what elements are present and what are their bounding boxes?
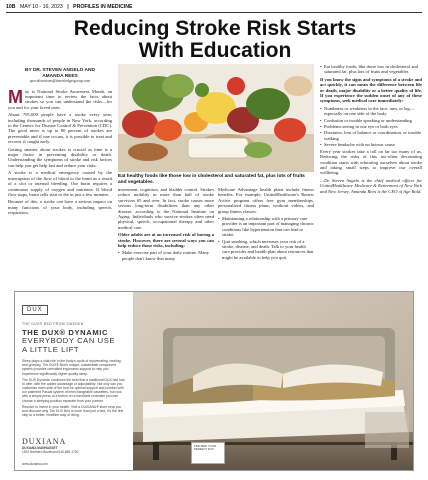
paragraph: Getting smarter about strokes is crucial as time is a major factor in preventing disability or death. Understanding the symptoms of stroke and risk factors can help you get help fast and reduce your risks. [8,146,112,168]
ad-body [22,359,126,417]
list-item: • Numbness or weakness in the face, arm, or leg—especially on one side of the body [320,106,422,117]
duxiana-logo: DUXIANA [22,437,67,446]
headline-line-2: With Education [138,39,292,62]
list-item: • Confusion or trouble speaking or understanding [320,118,422,123]
list-item: • Eat healthy foods, like those low in cholesterol and saturated fat, plus lots of fruits and vegetables [320,64,422,75]
list-item: • Make exercise part of your daily routine. Many people don't know that many [118,250,214,261]
drop-cap: M [8,86,23,107]
tips-list [118,250,214,261]
byline-email: specialsections@timesledgergroup.com [29,79,91,84]
ad-id: 2925139 [398,464,410,468]
header-separator: | [67,4,69,10]
promo-badge[interactable] [191,442,225,464]
ad-paragraph: Resolve to invest in your health. Visit a DUXIANA® store near you and discover why The DUX Bed is more than just a bed, it's the first step to a better, healthier way of living. [22,405,124,418]
article-photo [118,64,314,172]
ad-tagline: THE DUX® BED FROM SWEDEN [22,322,84,326]
byline [8,68,112,79]
paragraph: Medicare Advantage health plans include fitness benefits. For example, UnitedHealthcare's Renew Active program offers free gym memberships, personalized fitness plans, workout videos, and group fitness classes. [218,187,314,214]
article-column-3 [218,187,314,261]
tips-list [320,64,422,75]
website-link[interactable]: www.duxiana.com [22,462,48,466]
bed-photo [133,292,414,471]
paragraph: About 795,000 people have a stroke every year, including thousands of people in New York, according to the Centers for Disease Control & Prevention (CDC). The good news is up to 80 percent of strokes are preventable and if one occurs, it is possible to treat and recover if caught early. [8,112,112,145]
paragraph: A stroke is a medical emergency caused by the interruption of the flow of blood to the brain as a result of a clot or internal bleeding. Our brain requires a continuous supply of oxygen and nutrients. If blood flow stops, brain cells start to die in just a few minutes. [8,170,112,197]
ad-paragraph: The DUX Dynamic combines the best that a traditional DUX bed has to offer, with the added advantage of adjustability. Not only can you customize each side of the bed for optimal support and comfort with our patented Pascal system of interchangeable cassettes, but now with a simple press of a button on a handheld controller you can choose a sleeping position separate from your partner. [22,378,125,403]
store-name: DUXIANA MANHASSET [22,446,58,450]
promo-badge-text: FIND BED YOUR PERFECT DUX [194,444,216,452]
paragraph: movement, cognition, and bladder control. Strokes reduce mobility in more than half of stroke survivors 65 and over. In fact, stroke causes more serious long-term disabilities than any other disease, according to the National Institute on Aging. Individuals who survive strokes often need physical, speech, occupational therapy and other medical care. [118,187,214,230]
store-address [22,447,78,455]
article-column-2 [118,187,214,262]
list-item: • Severe headache with no known cause [320,142,422,147]
duxiana-advertisement[interactable] [14,291,414,471]
header-rule [6,12,422,13]
section-name: PROFILES IN MEDICINE [73,4,133,10]
vegetables-illustration [118,64,314,172]
ad-paragraph: Sleep plays a vital role in the body's cycle of rejuvenating, healing, and growing. The DUX® Bed's unique, sustainable component system provides unrivalled ergonomic support to help you experience significantly higher quality sleep. [22,359,122,376]
paragraph: Every year strokes take a toll on far too many of us. Reducing the risks of this too-often devastating condition starts with educating ourselves about stroke and taking small steps to improve our overall wellbeing. [320,148,422,176]
ad-title [22,329,126,354]
article-column-4 [320,64,422,196]
byline-line-1: BY DR. STEVEN ANGELO AND [25,68,95,73]
issue-date: MAY 10 - 16, 2023 [19,4,63,10]
symptoms-list [320,106,422,148]
paragraph-bold: Older adults are at an increased risk of having a stroke. However, there are several ways you can help reduce those risks, including: [118,232,214,249]
ad-title-line-1: THE DUX® DYNAMIC [22,328,109,337]
page-number: 10B [6,4,16,10]
tips-list [218,216,314,260]
byline-line-2: AMANDA REES [42,73,78,79]
dux-logo: DUX [22,305,48,315]
author-attribution: —Dr. Steven Angelo is the chief medical officer for UnitedHealthcare Medicare & Retirement of New York and New Jersey. Amanda Rees is the CEO of Age Bold. [320,177,422,194]
ad-title-line-3: A LITTLE LIFT [22,344,80,354]
paragraph-bold: If you know the signs and symptoms of a stroke and act quickly, it can mean the difference between life or death, major disability or a better quality of life. If you experience the sudden onset of any of these symptoms, seek medical care immediately: [320,76,422,104]
ad-title-line-2: EVERYBODY CAN USE [22,336,116,346]
list-item: • Maintaining a relationship with a primary care provider is an important part of managing chronic conditions like hypertension that can lead to stroke. [218,216,314,238]
photo-caption: Eat healthy foods like those low in cholesterol and saturated fat, plus lots of fruits and vegetables. [118,174,305,185]
bed-illustration [133,292,414,471]
headline-line-1: Reducing Stroke Risk Starts [73,17,357,40]
list-item: • Problems seeing in one eye or both eyes [320,124,422,129]
article-column-1 [8,68,112,218]
paragraph: Because of this, a stroke can have a serious impact on many functions of your body, including speech, respiration, [8,199,112,216]
article-headline [40,18,390,62]
paragraph-text: ay is National Stroke Awareness Month, an important time to review the facts about strokes so you can understand the risks—for you and for your loved ones. [8,88,112,110]
list-item: • Dizziness, loss of balance or coordination, or trouble walking [320,130,422,141]
list-item: • Quit smoking, which increases your risk of a stroke, disease, and death. Talk to your health care provider and health plan about resources that might be available to help you quit. [218,239,314,261]
paragraph [8,86,112,111]
store-street: 1520 Northern Boulevard 516-869-1750 [22,449,79,454]
